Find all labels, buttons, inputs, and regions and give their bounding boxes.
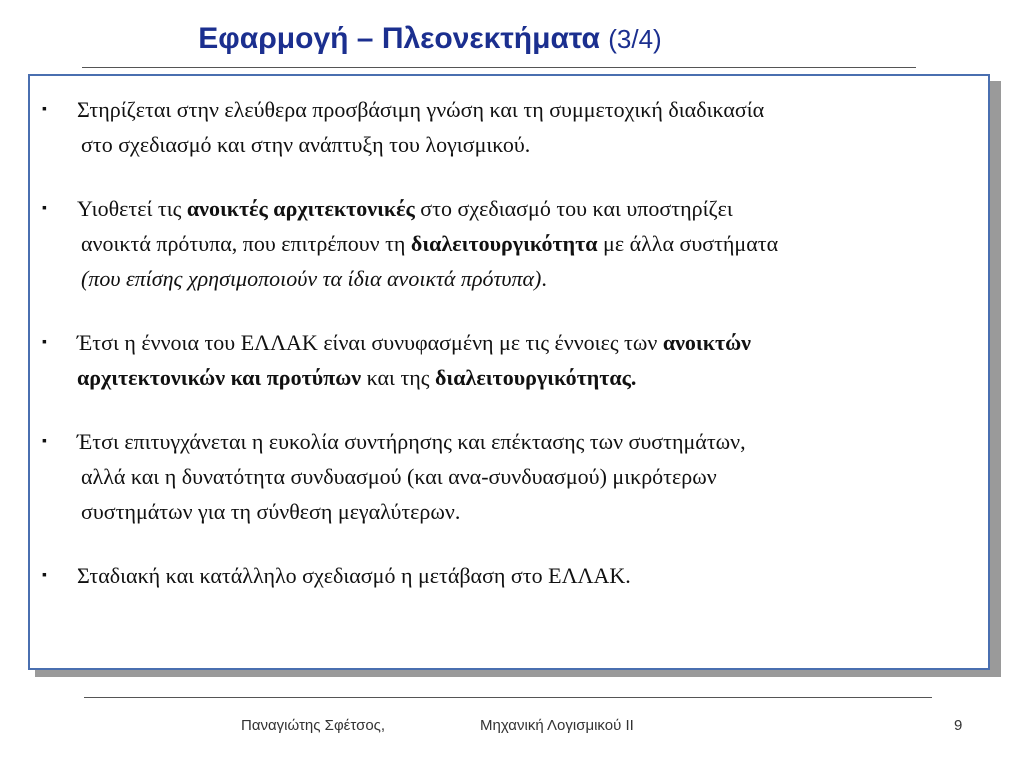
slide-title-main: Εφαρμογή – Πλεονεκτήματα — [198, 22, 600, 55]
bullet-1-line-1: Στηρίζεται στην ελεύθερα προσβάσιμη γνώση και τη συμμετοχική διαδικασία — [77, 97, 765, 122]
emphasis-interoperability: διαλειτουργικότητας. — [435, 365, 637, 390]
slide-title — [0, 22, 860, 56]
text-run: ανοικτά πρότυπα, που επιτρέπουν τη — [81, 231, 411, 256]
text-run: στο σχεδιασμό του και υποστηρίζει — [414, 196, 733, 221]
bullet-4-line-2: αλλά και η δυνατότητα συνδυασμού (και ανα-συνδυασμού) μικρότερων — [81, 464, 717, 489]
footer-page-number: 9 — [954, 717, 963, 734]
bullet-marker-icon: ▪ — [42, 335, 47, 350]
footer-divider — [84, 697, 932, 698]
emphasis-open: ανοικτών — [662, 330, 752, 355]
text-run: Έτσι η έννοια του ΕΛΛΑΚ είναι συνυφασμένη με τις έννοιες των — [77, 330, 663, 355]
bullet-list — [40, 92, 990, 622]
bullet-item-2 — [40, 191, 990, 296]
bullet-4-line-1: Έτσι επιτυγχάνεται η ευκολία συντήρησης και επέκτασης των συστημάτων, — [77, 429, 746, 454]
bullet-4-line-3: συστημάτων για τη σύνθεση μεγαλύτερων. — [81, 499, 461, 524]
italic-note: (που επίσης χρησιμοποιούν τα ίδια ανοικτά πρότυπα) — [81, 266, 542, 291]
emphasis-open-architectures: ανοικτές αρχιτεκτονικές — [186, 196, 415, 221]
bullet-3-line-2 — [40, 360, 990, 395]
bullet-marker-icon: ▪ — [42, 568, 47, 583]
slide-title-counter: (3/4) — [608, 24, 662, 54]
bullet-3-line-1 — [40, 325, 990, 360]
bullet-1-line-2: στο σχεδιασμό και στην ανάπτυξη του λογισμικού. — [81, 132, 531, 157]
text-run: Υιοθετεί τις — [77, 196, 187, 221]
text-run: και της — [361, 365, 436, 390]
bullet-marker-icon: ▪ — [42, 102, 47, 117]
bullet-marker-icon: ▪ — [42, 434, 47, 449]
footer-author: Παναγιώτης Σφέτσος, — [241, 717, 386, 734]
bullet-item-5 — [40, 558, 990, 593]
bullet-item-3 — [40, 325, 990, 395]
bullet-5-line-1: Σταδιακή και κατάλληλο σχεδιασμό η μετάβαση στο ΕΛΛΑΚ. — [77, 563, 631, 588]
emphasis-interoperability: διαλειτουργικότητα — [410, 231, 598, 256]
bullet-marker-icon: ▪ — [42, 201, 47, 216]
bullet-item-1 — [40, 92, 990, 162]
footer-course: Μηχανική Λογισμικού ΙΙ — [480, 717, 634, 734]
bullet-item-4 — [40, 424, 990, 529]
bullet-2-line-3 — [40, 261, 990, 296]
bullet-2-line-1 — [40, 191, 990, 226]
title-divider — [82, 67, 916, 68]
bullet-2-line-2 — [40, 226, 990, 261]
text-run: . — [541, 266, 547, 291]
emphasis-architectures-standards: αρχιτεκτονικών και προτύπων — [77, 365, 362, 390]
text-run: με άλλα συστήματα — [597, 231, 779, 256]
